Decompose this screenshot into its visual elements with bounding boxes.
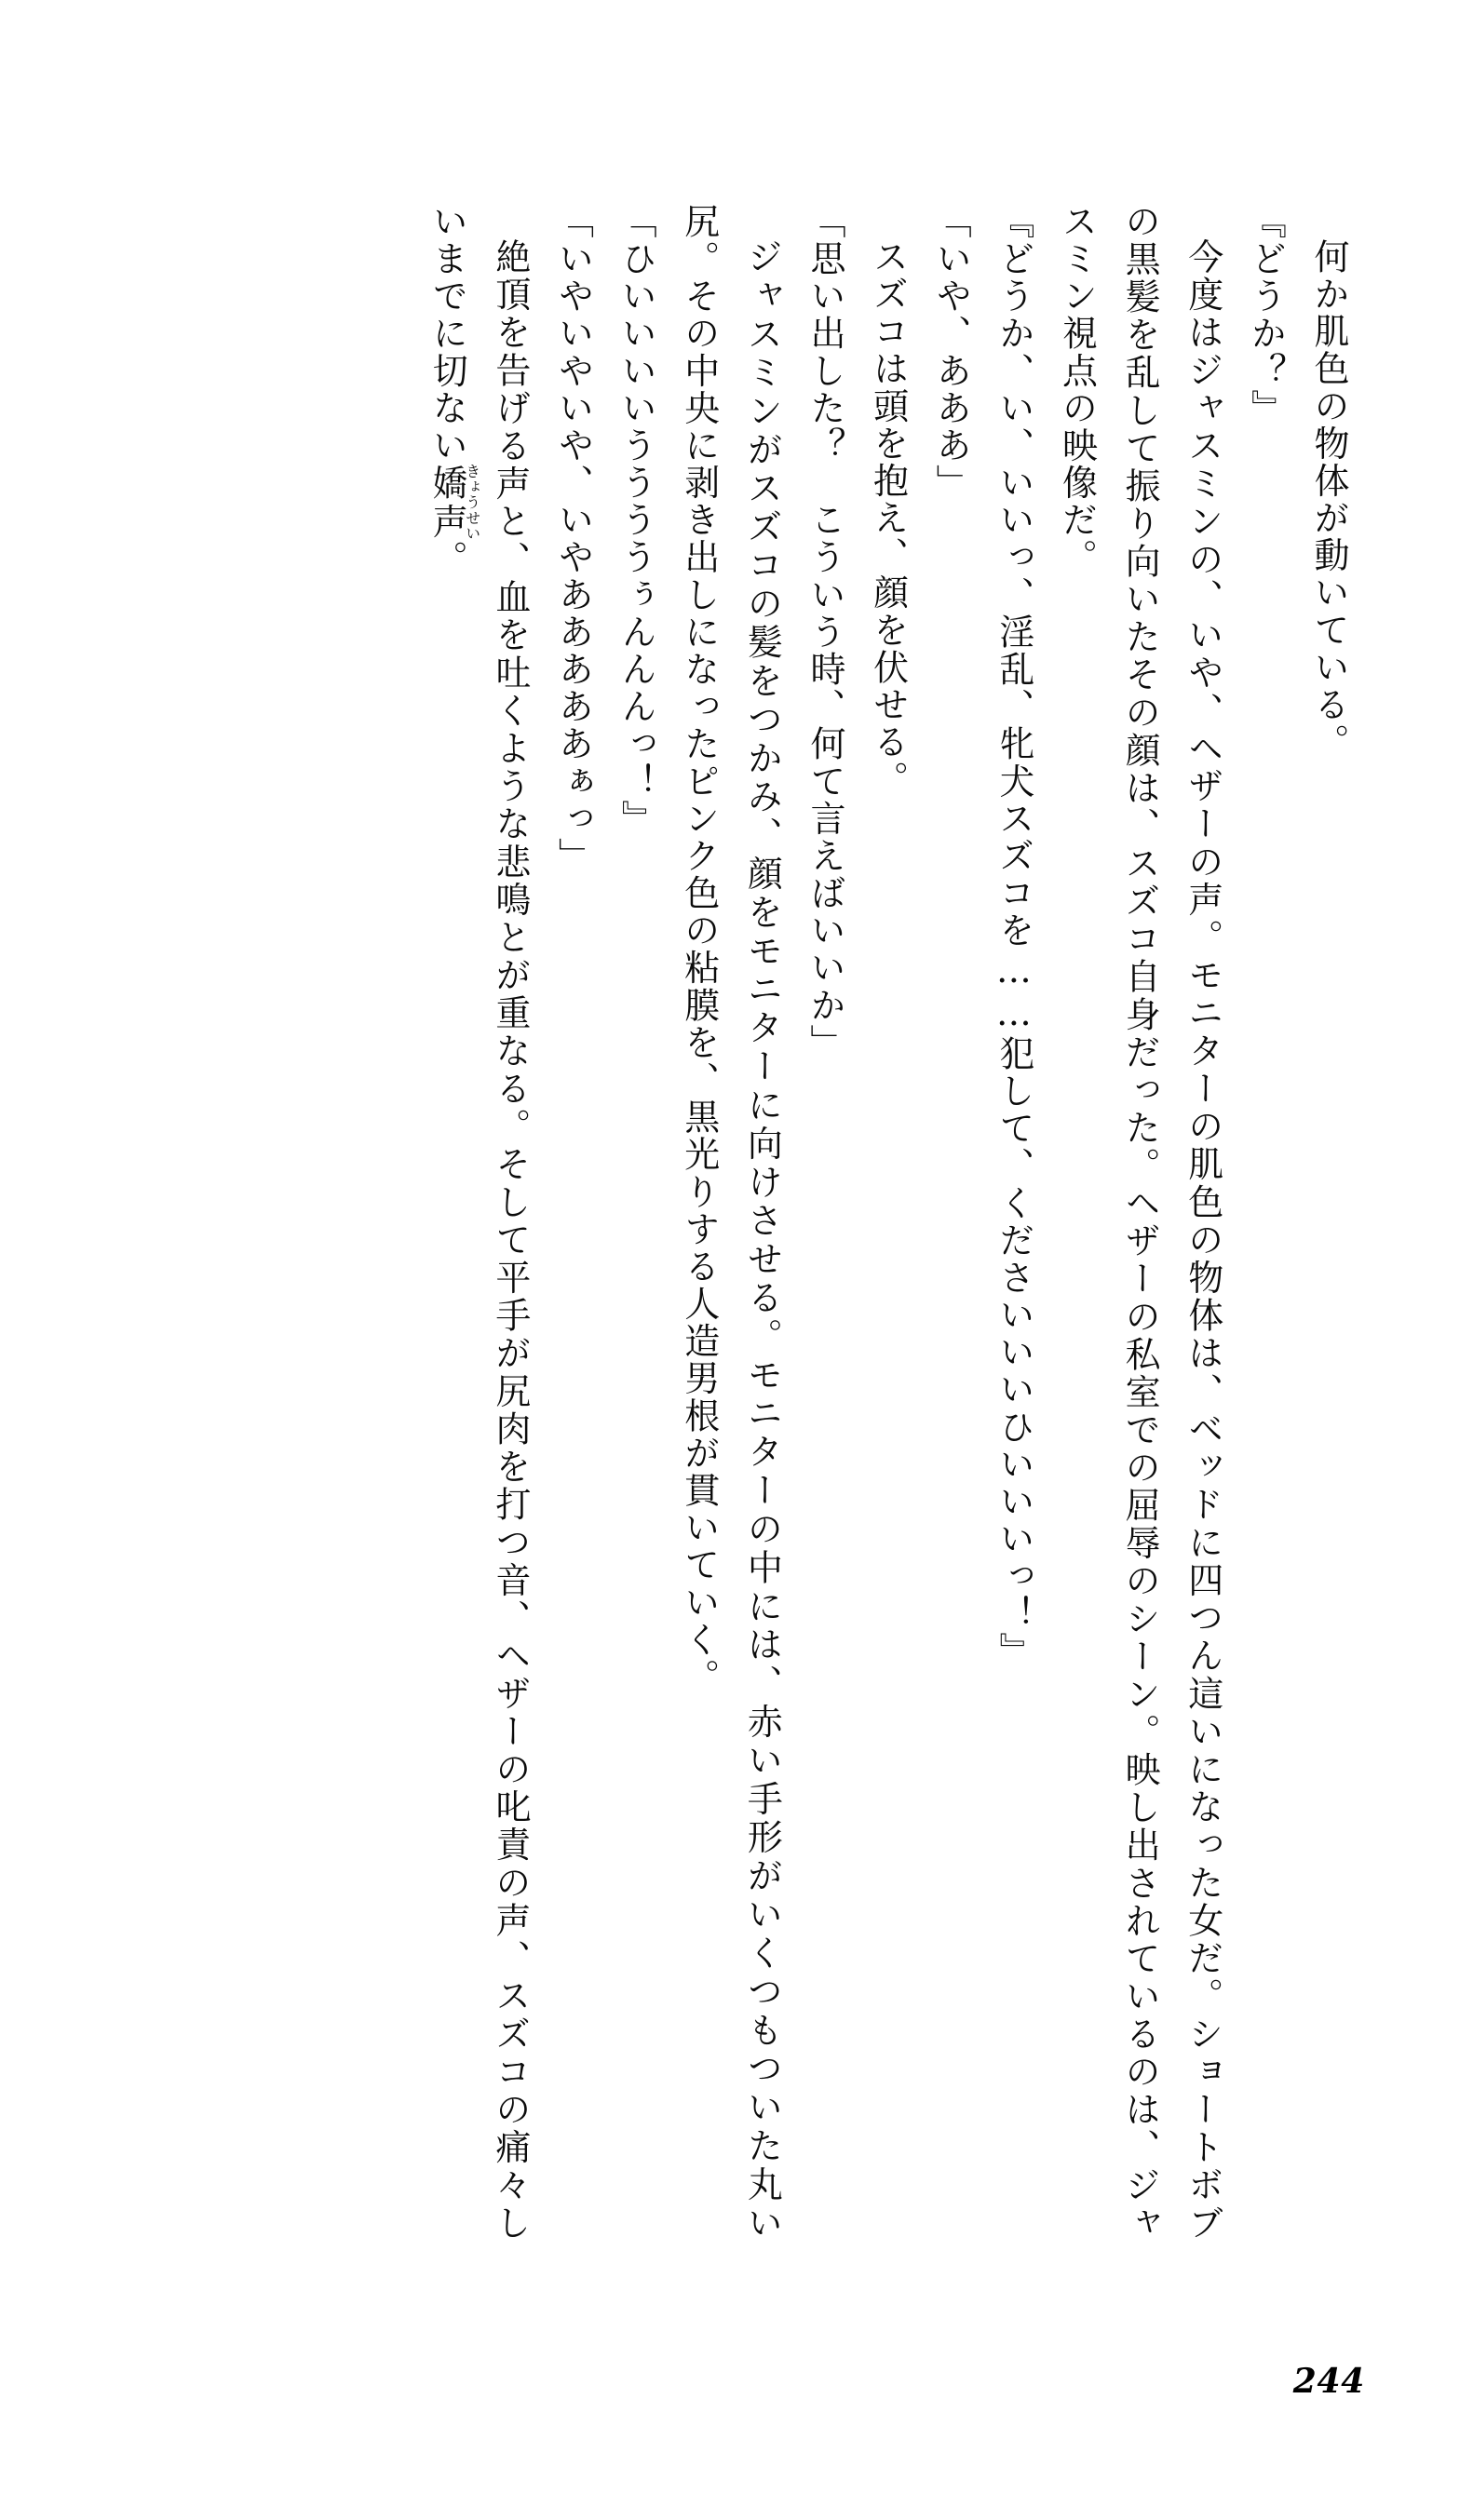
paragraph-7: 「思い出した？ こういう時、何て言えばいいか」 — [804, 203, 845, 1062]
ruby-reading: きょうせい — [463, 463, 481, 541]
page-number: 244 — [1292, 2362, 1365, 2401]
paragraph-8: ジャスミンがスズコの髪をつかみ、顔をモニターに向けさせる。モニターの中には、赤い手形がいくつもついた丸い尻。その中央に剥き出しになったピンク色の粘膜を、黒光りする人造男根が貫いていく。 — [678, 203, 783, 2242]
paragraph-5: 「いや、あああ」 — [930, 203, 972, 502]
paragraph-1: 何か肌色の物体が動いている。 — [1308, 238, 1349, 761]
ruby-base: 嬌声 — [426, 463, 468, 541]
paragraph-2: 『どうか？』 — [1245, 203, 1287, 427]
paragraph-3: 今度はジャスミンの、いや、ヘザーの声。モニターの肌色の物体は、ベッドに四つん這いになった女だ。ショートボブの黒髪を乱して振り向いたその顔は、スズコ自身だった。ヘザーの私室での屈辱のシーン。映し出されているのは、ジャスミン視点の映像だ。 — [1056, 203, 1223, 2242]
ruby-kyousei — [426, 463, 481, 541]
paragraph-9: 「ひいいいいううううぅんんんっ！』 — [615, 203, 657, 838]
vertical-body-text — [261, 203, 1359, 2242]
paragraph-10: 「いやいやいや、いやあああああぁっ」 — [552, 203, 594, 875]
paragraph-11-head: 絶頂を告げる声と、血を吐くような悲鳴とが重なる。そして平手が尻肉を打つ音、ヘザーの叱責の声、スズコの痛々しいまでに切ない — [426, 203, 531, 2242]
paragraph-11 — [415, 203, 541, 2242]
paragraph-6: スズコは頭を抱え、顔を伏せる。 — [867, 238, 909, 799]
paragraph-11-tail: 。 — [426, 540, 468, 578]
paragraph-4: 『どうか、い、いいっ、淫乱、牝犬スズコを……犯して、くださいいいひいいいっ！』 — [993, 203, 1034, 1670]
